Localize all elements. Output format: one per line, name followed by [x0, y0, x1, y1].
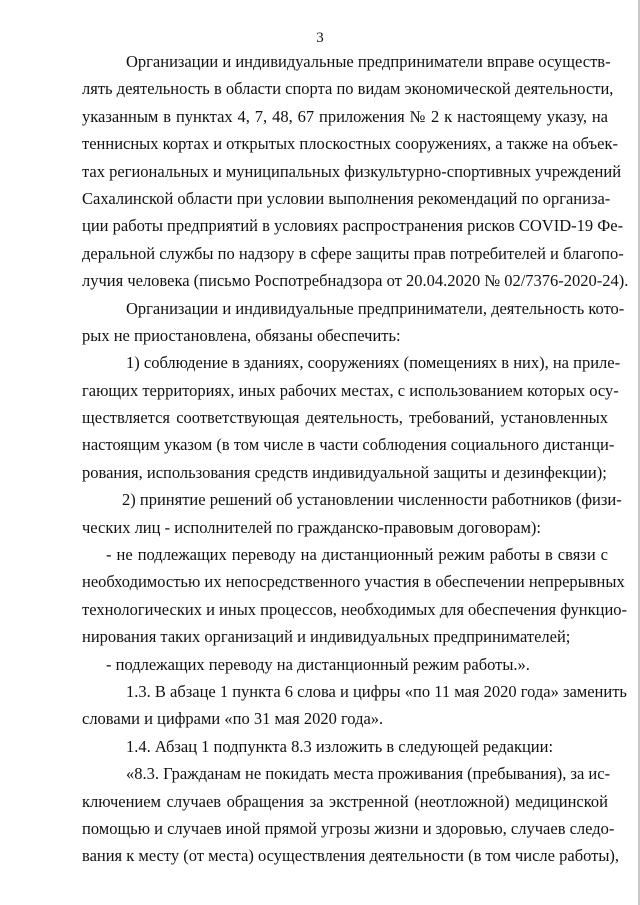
paragraph [82, 678, 627, 733]
paragraph [82, 295, 625, 350]
text-line: - не подлежащих переводу на дистанционный режим работы в связи с [106, 545, 608, 565]
text-line: указанным в пунктах 4, 7, 48, 67 приложения № 2 к настоящему указу, на [82, 106, 608, 126]
text-line: 1.4. Абзац 1 подпункта 8.3 изложить в следующей редакции: [126, 736, 554, 756]
text-line: словами и цифрами «по 31 мая 2020 года». [82, 709, 384, 729]
paragraph [82, 541, 628, 651]
text-line: 1) соблюдение в зданиях, сооружениях (помещениях в них), на приле- [126, 353, 621, 373]
text-line: Организации и индивидуальные предприниматели, деятельность кото- [126, 298, 625, 318]
document-body [82, 48, 629, 870]
text-line: гающих территориях, иных рабочих местах, с использованием которых осу- [82, 380, 619, 400]
text-line: - подлежащих переводу на дистанционный режим работы.». [106, 654, 530, 674]
text-line: ществляется соответствующая деятельность, требований, установленных [82, 408, 608, 428]
paragraph [82, 760, 620, 870]
text-line: Организации и индивидуальные предприниматели вправе осуществ- [126, 52, 611, 71]
text-line: 1.3. В абзаце 1 пункта 6 слова и цифры «по 11 мая 2020 года» заменить [126, 681, 627, 701]
text-line: Сахалинской области при условии выполнения рекомендаций по организа- [82, 188, 611, 208]
text-line: нирования таких организаций и индивидуальных предпринимателей; [82, 627, 571, 647]
text-line: ческих лиц - исполнителей по гражданско-правовым договорам): [82, 517, 541, 537]
text-line: помощью и случаев иной прямой угрозы жизни и здоровью, случаев следо- [82, 818, 615, 838]
text-line: «8.3. Гражданам не покидать места проживания (пребывания), за ис- [126, 764, 611, 784]
text-line: теннисных кортах и открытых плоскостных сооружениях, а также на объек- [82, 134, 619, 154]
text-line: лучия человека (письмо Роспотребнадзора от 20.04.2020 № 02/7376-2020-24). [82, 271, 629, 291]
text-line: деральной службы по надзору в сфере защиты прав потребителей и благопо- [82, 243, 624, 263]
text-line: настоящим указом (в том числе в части соблюдения социального дистанци- [82, 435, 615, 455]
text-line: ции работы предприятий в условиях распространения рисков COVID-19 Фе- [82, 216, 624, 236]
text-line: вания к месту (от места) осуществления деятельности (в том числе работы), [82, 846, 620, 866]
text-line: технологических и иных процессов, необходимых для обеспечения функцио- [82, 599, 628, 619]
text-line: 2) принятие решений об установлении численности работников (физи- [122, 490, 622, 510]
text-line: рых не приостановлена, обязаны обеспечить: [82, 325, 401, 345]
text-line: лять деятельность в области спорта по видам экономической деятельности, [82, 79, 614, 99]
paragraph [82, 651, 608, 678]
paragraph [82, 349, 621, 486]
text-line: рования, использования средств индивидуальной защиты и дезинфекции); [82, 462, 607, 482]
text-line: ключением случаев обращения за экстренной (неотложной) медицинской [82, 791, 608, 811]
text-line: необходимостью их непосредственного участия в обеспечении непрерывных [82, 572, 625, 592]
paragraph [82, 48, 629, 295]
text-line: тах региональных и муниципальных физкультурно-спортивных учреждений [82, 161, 622, 181]
paragraph [82, 486, 622, 541]
page-number: 3 [316, 30, 324, 46]
paragraph [82, 733, 608, 760]
